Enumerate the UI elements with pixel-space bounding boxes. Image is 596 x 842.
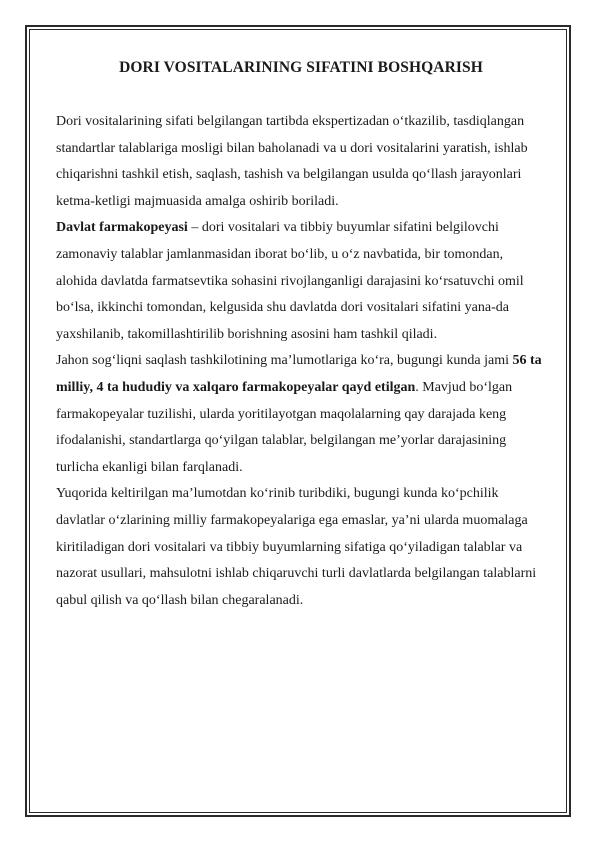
paragraph-text: – dori vositalari va tibbiy buyumlar sifatini belgilovchi zamonaviy talablar jamlanmasidan iborat bo‘lib, u o‘z navbatida, bir tomondan, alohida davlatda farmatsevtika sohasini rivojlanganligi darajasini ko‘rsatuvchi omil bo‘lsa, ikkinchi tomondan, kelgusida shu davlatda dori vositalari sifatini yana-da yaxshilanib, takomillashtirilib borishning asosini ham tashkil qiladi. [56,220,524,342]
paragraph-text-before: Jahon sog‘liqni saqlash tashkilotining ma’lumotlariga ko‘ra, bugungi kunda jami [56,353,513,369]
paragraph-text: Dori vositalarining sifati belgilangan tartibda ekspertizadan o‘tkazilib, tasdiqlangan standartlar talablariga mosligi bilan baholanadi va u dori vositalarini yaratish, ishlab chiqarishni tashkil etish, saqlash, tashish va belgilangan usulda qo‘llash jarayonlari ketma-ketligi majmuasida amalga oshirib boriladi. [56,114,528,209]
paragraph-who-data [56,348,546,481]
document-body [56,58,546,614]
highlight-pharmacopoeia-count: 56 ta milliy, 4 ta hududiy va xalqaro farmakopeyalar qayd etilgan [56,353,542,395]
paragraph-text: Yuqorida keltirilgan ma’lumotdan ko‘rinib turibdiki, bugungi kunda ko‘pchilik davlatlar o‘zlarining milliy farmakopeyalariga ega emaslar, ya’ni ularda muomalaga kiritiladigan dori vositalari va tibbiy buyumlarning sifatiga qo‘yiladigan talablar va nazorat usullari, mahsulotni ishlab chiqaruvchi turli davlatlarda belgilangan talablarni qabul qilish va qo‘llash bilan chegaralanadi. [56,486,537,608]
paragraph-text-after: . Mavjud bo‘lgan farmakopeyalar tuzilishi, ularda yoritilayotgan maqolalarning qay darajada keng ifodalanishi, standartlarga qo‘yilgan talablar, belgilangan me’yorlar darajasining turlicha ekanligi bilan farqlanadi. [56,379,513,475]
paragraph-conclusion [56,481,546,614]
paragraph-quality-intro [56,109,546,215]
paragraph-state-pharmacopoeia [56,215,546,348]
document-title: DORI VOSITALARINING SIFATINI BOSHQARISH [119,59,483,76]
term-davlat-farmakopeyasi: Davlat farmakopeyasi [56,220,188,236]
